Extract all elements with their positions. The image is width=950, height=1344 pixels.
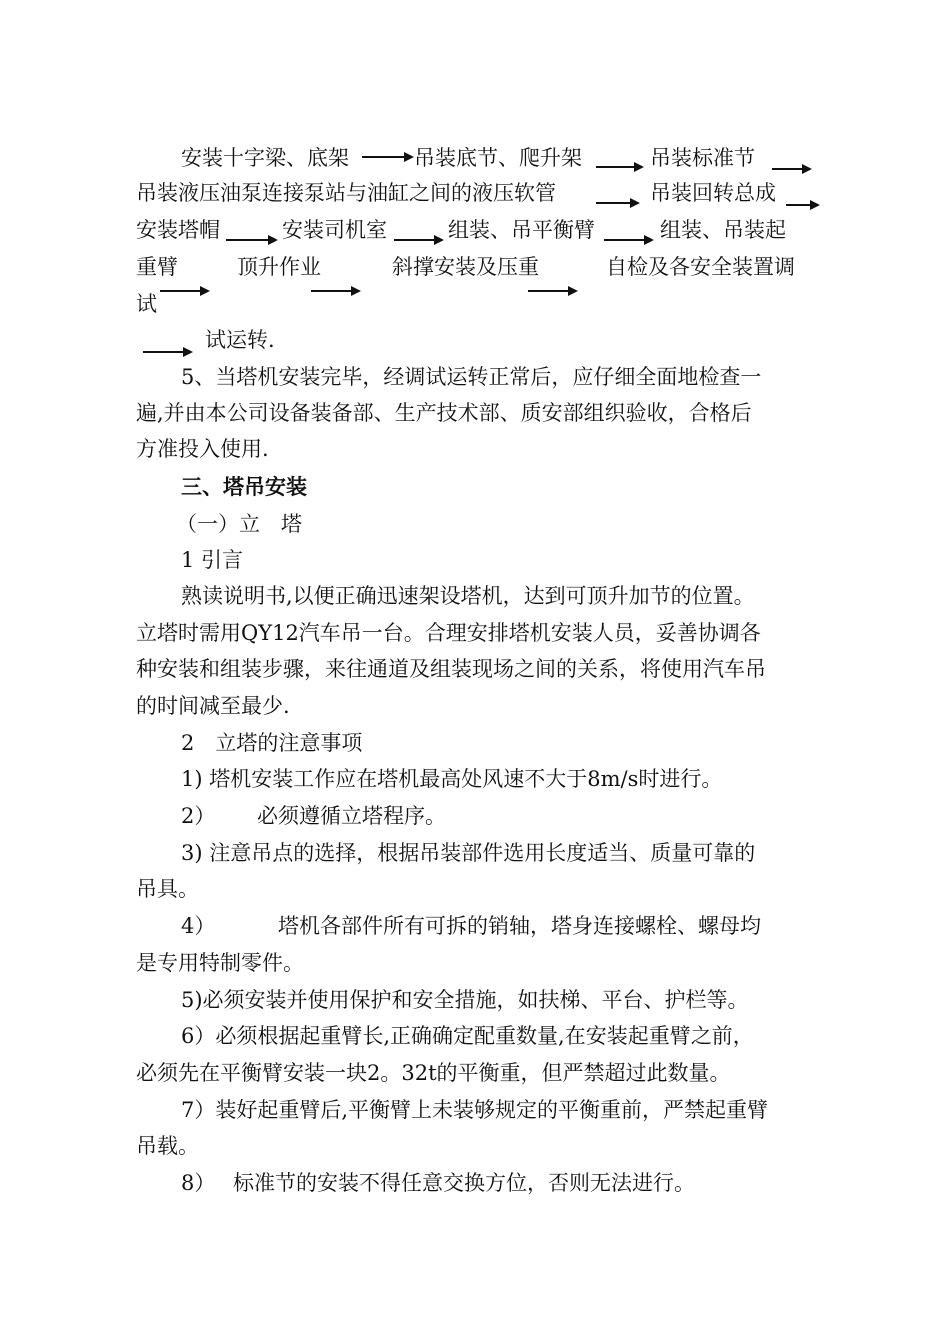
intro-paragraph: 立塔时需用QY12汽车吊一台。合理安排塔机安装人员，妥善协调各 [136,621,761,645]
paragraph-item-5: 5、当塔机安装完毕，经调试运转正常后，应仔细全面地检查一 [181,365,762,389]
flow-step-4: 吊装液压油泵连接泵站与油缸之间的液压软管 [136,181,556,205]
flow-arrow [772,163,812,175]
note-4-text: 塔机各部件所有可拆的销轴，塔身连接螺栓、螺母均 [278,914,761,938]
note-5: 5)必须安装并使用保护和安全措施，如扶梯、平台、护栏等。 [181,988,749,1012]
paragraph-item-5: 方准投入使用. [136,437,269,461]
note-1: 1) 塔机安装工作应在塔机最高处风速不大于8m/s时进行。 [181,767,723,791]
note-6-cont: 必须先在平衡臂安装一块2。32t的平衡重，但严禁超过此数量。 [136,1061,731,1085]
flow-step-3: 吊装标准节 [650,146,755,170]
flow-step-10: 顶升作业 [237,255,321,279]
note-4-cont: 是专用特制零件。 [136,951,304,975]
flow-step-5: 吊装回转总成 [650,181,776,205]
flow-arrow [311,285,361,297]
flow-arrow [528,285,578,297]
flow-step-8: 组装、吊平衡臂 [448,218,595,242]
flow-step-13: 试运转. [205,328,275,352]
intro-paragraph: 种安装和组装步骤，来往通道及组装现场之间的关系，将使用汽车吊 [136,657,766,681]
note-8-text: 标准节的安装不得任意交换方位，否则无法进行。 [233,1171,695,1195]
flow-arrow [596,161,644,173]
intro-paragraph: 的时间减至最少. [136,694,290,718]
flow-step-7: 安装司机室 [282,218,387,242]
flow-arrow [160,285,210,297]
flow-arrow [604,234,654,246]
flow-arrow [143,346,193,358]
note-2-text: 必须遵循立塔程序。 [257,804,446,828]
note-3: 3) 注意吊点的选择，根据吊装部件选用长度适当、质量可靠的 [181,841,756,865]
flow-arrow [226,234,278,246]
flow-step-6: 安装塔帽 [136,218,220,242]
flow-step-9: 组装、吊装起 [660,218,786,242]
subsection-heading: （一）立 塔 [176,512,302,536]
flow-step-9-cont: 重臂 [136,255,178,279]
note-7-cont: 吊载。 [136,1134,199,1158]
section-heading: 三、塔吊安装 [181,475,307,499]
flow-arrow [362,151,414,163]
note-6: 6）必须根据起重臂长,正确确定配重数量,在安装起重臂之前， [181,1024,754,1048]
flow-step-2: 吊装底节、爬升架 [414,146,582,170]
notes-heading: 2 立塔的注意事项 [181,731,363,755]
flow-step-12: 自检及各安全装置调 [606,255,795,279]
paragraph-item-5: 遍,并由本公司设备装备部、生产技术部、质安部组织验收，合格后 [136,401,752,425]
flow-step-11: 斜撑安装及压重 [392,255,539,279]
flow-arrow [394,234,444,246]
intro-paragraph: 熟读说明书,以便正确迅速架设塔机，达到可顶升加节的位置。 [181,584,755,608]
flow-arrow [596,197,640,209]
note-8-number: 8） [181,1171,216,1195]
flow-step-12-cont: 试 [136,292,157,316]
flow-step-1: 安装十字梁、底架 [181,146,349,170]
flow-arrow [786,199,820,211]
intro-heading: 1 引言 [181,548,244,572]
note-4-number: 4） [181,914,216,938]
note-3-cont: 吊具。 [136,877,199,901]
note-7: 7）装好起重臂后,平衡臂上未装够规定的平衡重前，严禁起重臂 [181,1098,769,1122]
note-2-number: 2） [181,804,216,828]
